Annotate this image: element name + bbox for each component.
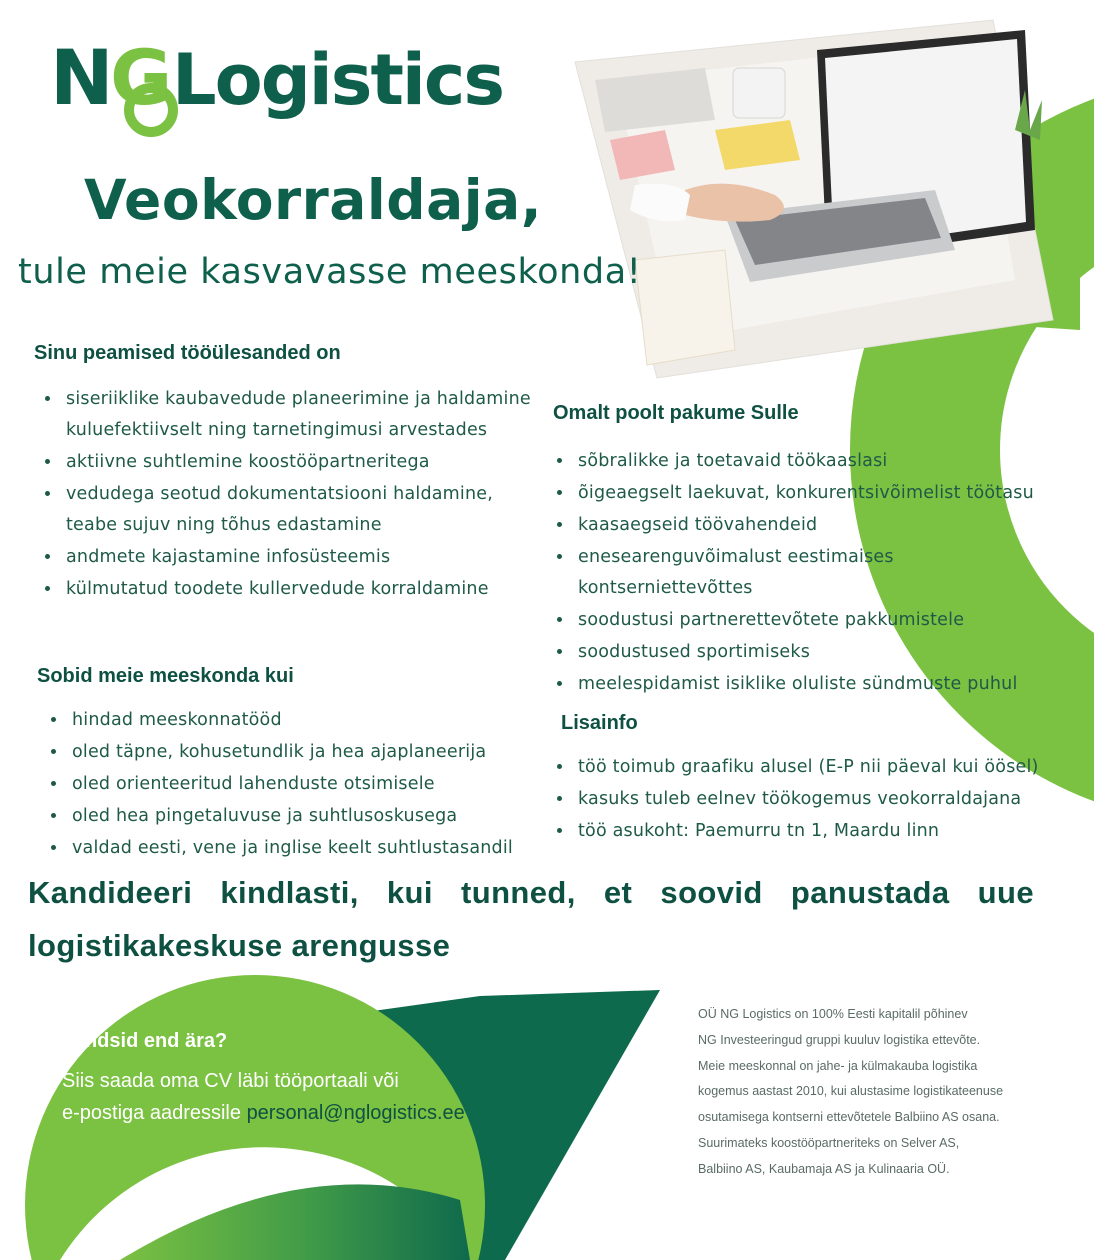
list-item: • enesearenguvõimalust eestimaises kontserniettevõttes — [574, 541, 908, 604]
contact-line-1: Siis saada oma CV läbi tööportaali või — [62, 1070, 399, 1092]
about-line: osutamisega kontserni ettevõtetele Balbiino AS osana. — [698, 1110, 1000, 1125]
svg-text:Logistics: Logistics — [172, 39, 504, 121]
contact-line-2-prefix: e-postiga aadressile — [62, 1102, 247, 1124]
email-link[interactable]: personal@nglogistics.ee — [246, 1102, 465, 1124]
list-item: • hindad meeskonnatööd — [68, 704, 568, 736]
fit-heading: Sobid meie meeskonda kui — [37, 665, 294, 687]
about-line: Balbiino AS, Kaubamaja AS ja Kulinaaria OÜ. — [698, 1161, 950, 1176]
about-line: OÜ NG Logistics on 100% Eesti kapitalil põhinev — [698, 1007, 968, 1021]
list-item: • külmutatud toodete kullervedude korraldamine — [62, 573, 532, 605]
list-item: • meelespidamist isiklike oluliste sündmuste puhul — [574, 668, 1084, 700]
call-to-action: Kandideeri kindlasti, kui tunned, et soovid panustada uue logistikakeskuse arengusse — [28, 875, 1034, 963]
list-item: • kaasaegseid töövahendeid — [574, 509, 1084, 541]
tasks-heading: Sinu peamised tööülesanded on — [34, 342, 341, 364]
svg-text:G: G — [110, 33, 170, 122]
tasks-list — [34, 383, 532, 605]
about-line: kogemus aastast 2010, kui alustasime logistikateenuse — [698, 1084, 1004, 1099]
job-subtitle: tule meie kasvavasse meeskonda! — [18, 252, 642, 292]
list-item: • õigeaegselt laekuvat, konkurentsivõimelist töötasu — [574, 477, 1084, 509]
list-item: • sõbralikke ja toetavaid töökaaslasi — [574, 445, 1084, 477]
list-item: • töö toimub graafiku alusel (E-P nii päeval kui öösel) — [574, 751, 1094, 783]
list-item: • soodustusi partnerettevõtete pakkumistele — [574, 604, 1084, 636]
list-item: • oled hea pingetaluvuse ja suhtlusoskusega — [68, 800, 568, 832]
list-item: • siseriiklike kaubavedude planeerimine ja haldamine kuluefektiivselt ning tarnetingimusi arvestades — [62, 383, 532, 446]
offer-list — [546, 445, 1084, 700]
list-item: • oled orienteeritud lahenduste otsimisele — [68, 768, 568, 800]
list-item: • aktiivne suhtlemine koostööpartneritega — [62, 446, 532, 478]
extra-list — [546, 751, 1094, 847]
company-about — [698, 1002, 1050, 1183]
laptop-photo — [575, 20, 1053, 378]
about-line: NG Investeeringud gruppi kuuluv logistika ettevõte. — [698, 1032, 981, 1047]
about-line: Meie meeskonnal on jahe- ja külmakauba logistika — [698, 1058, 978, 1073]
fit-list — [40, 704, 568, 864]
extra-heading: Lisainfo — [561, 712, 638, 734]
list-item: • oled täpne, kohusetundlik ja hea ajaplaneerija — [68, 736, 568, 768]
list-item: • vedudega seotud dokumentatsiooni haldamine, teabe sujuv ning tõhus edastamine — [62, 478, 532, 541]
list-item: • soodustused sportimiseks — [574, 636, 1084, 668]
list-item: • valdad eesti, vene ja inglise keelt suhtlustasandil — [68, 832, 568, 864]
list-item: • andmete kajastamine infosüsteemis — [62, 541, 532, 573]
svg-text:N: N — [50, 33, 111, 122]
list-item: • töö asukoht: Paemurru tn 1, Maardu linn — [574, 815, 1094, 847]
nglogistics-logo — [46, 18, 504, 138]
job-title: Veokorraldaja, — [84, 168, 543, 232]
contact-line-2 — [62, 1097, 465, 1129]
contact-question: Tundsid end ära? — [62, 1030, 228, 1052]
offer-heading: Omalt poolt pakume Sulle — [553, 402, 799, 424]
list-item: • kasuks tuleb eelnev töökogemus veokorraldajana — [574, 783, 1094, 815]
about-line: Suurimateks koostööpartneriteks on Selver AS, — [698, 1135, 960, 1150]
contact-block — [62, 1030, 465, 1129]
